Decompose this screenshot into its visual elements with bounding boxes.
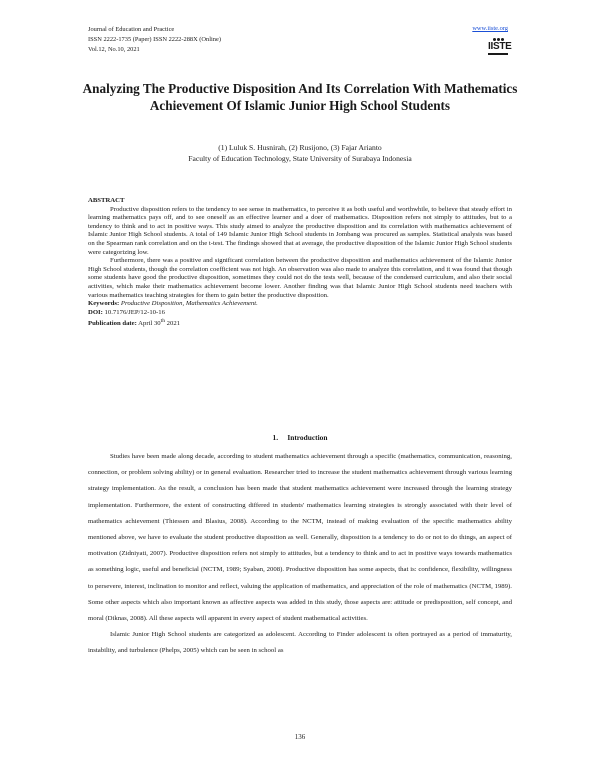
doi-label: DOI: (88, 308, 103, 316)
abstract-heading: ABSTRACT (88, 197, 125, 204)
abstract-paragraph: Productive disposition refers to the tendency to see sense in mathematics, to perceive it as both useful and worthwhile, to believe that steady effort in learning mathematics pays off, and to see oneself as an effective learner and a doer of mathematics. Disposition refers not simply to attitudes, but to a tendency to think and to act in positive ways. This study aimed to analyze the productive disposition and its correlation with mathematics achievement of Islamic Junior High School students. A total of 149 Islamic Junior High School students in Jombang was procured as samples. Statistical analysis was based on the Spearman rank correlation and on the t-test. The findings showed that at average, the productive disposition of the Islamic Junior High School students were categorizing low. (88, 205, 512, 256)
publication-date-value: April 30 (138, 320, 161, 328)
section-heading (0, 433, 600, 442)
section-title: Introduction (287, 433, 328, 442)
page-number: 136 (294, 733, 306, 741)
journal-volume: Vol.12, No.10, 2021 (88, 46, 140, 53)
author-list: (1) Luluk S. Husnirah, (2) Rusijono, (3) Fajar Arianto (218, 143, 382, 152)
journal-issn: ISSN 2222-1735 (Paper) ISSN 2222-288X (Online) (88, 36, 221, 43)
publication-date-line (88, 317, 512, 329)
body-paragraph: Studies have been made along decade, according to student mathematics achievement through a specific (mathematics, communication, reasoning, connection, or problem solving ability) or in general evaluation. Researcher tried to increase the student mathematics achievement through various learning strategy implementation. As the result, a conclusion has been made that student mathematics achievement were increased through the learning strategy implementation. Furthermore, the extent of constructing differed in students' mathematics learning strategies is strongly associated with their level of mathematics achievement (Thiessen and Blasius, 2008). According to the NCTM, instead of making evaluation of the specific mathematics ability mentioned above, we have to evaluate the student productive disposition as well. Generally, disposition is a tendency to do or not to do things, an aspect of motivation (Zidniyati, 2007). Productive disposition refers not simply to attitudes, but a tendency to think and to act in positive ways towards mathematics as something logic, useful and beneficial (NCTM, 1989; Syaban, 2008). Productive disposition has some aspects, that is: confidence, flexibility, willingness to persevere, interest, inclination to monitor and reflect, valuing the application of mathematics, and appreciation of the role of mathematics (NCTM, 1989). Some other aspects which also important known as affective aspects was added in this study, those aspects are: attitude or predisposition, self concept, and moral (Diknas, 2008). All these aspects will apparent in every aspect of student mathematical activities. (88, 453, 512, 623)
doi-value: 10.7176/JEP/12-10-16 (104, 308, 165, 316)
iiste-logo (488, 38, 512, 64)
publication-date-suffix: th (160, 318, 165, 325)
publication-date-year: 2021 (166, 320, 181, 328)
journal-url-link[interactable]: www.iiste.org (472, 25, 508, 32)
journal-name: Journal of Education and Practice (88, 26, 175, 33)
paper-title: Analyzing The Productive Disposition And Its Correlation With Mathematics Achievement Of Islamic Junior High School Students (82, 81, 518, 113)
publication-date-label: Publication date: (88, 320, 137, 328)
body-paragraph: Islamic Junior High School students are categorized as adolescent. According to Finder adolescent is often portrayed as a period of immaturity, instability, and turbulence (Phelps, 2005) which can be seen in school as (88, 631, 512, 655)
author-affiliation: Faculty of Education Technology, State University of Surabaya Indonesia (188, 154, 412, 163)
journal-header (88, 25, 221, 55)
keywords-value: Productive Disposition, Mathematics Achievement. (120, 300, 258, 308)
introduction-body (88, 449, 512, 660)
abstract-section (88, 197, 512, 329)
keywords-line (88, 300, 512, 309)
logo-text: IISTE (488, 41, 512, 52)
doi-line (88, 309, 512, 318)
keywords-label: Keywords: (88, 300, 120, 308)
section-number: 1. (272, 433, 279, 442)
abstract-paragraph: Furthermore, there was a positive and significant correlation between the productive disposition and mathematics achievement of the Islamic Junior High School students, though the correlation coefficient was not high. An observation was also made to analyze this correlation, and it was found that though some students have good the productive disposition, sometimes they could not do the tests well, because of the condensed curriculum, and also their social activities, which make their mathematics achievement become lower. Another finding was that Islamic Junior High School students need teachers with various mathematics teaching strategies for them to gain better the productive disposition. (88, 257, 512, 299)
author-block (80, 142, 520, 164)
